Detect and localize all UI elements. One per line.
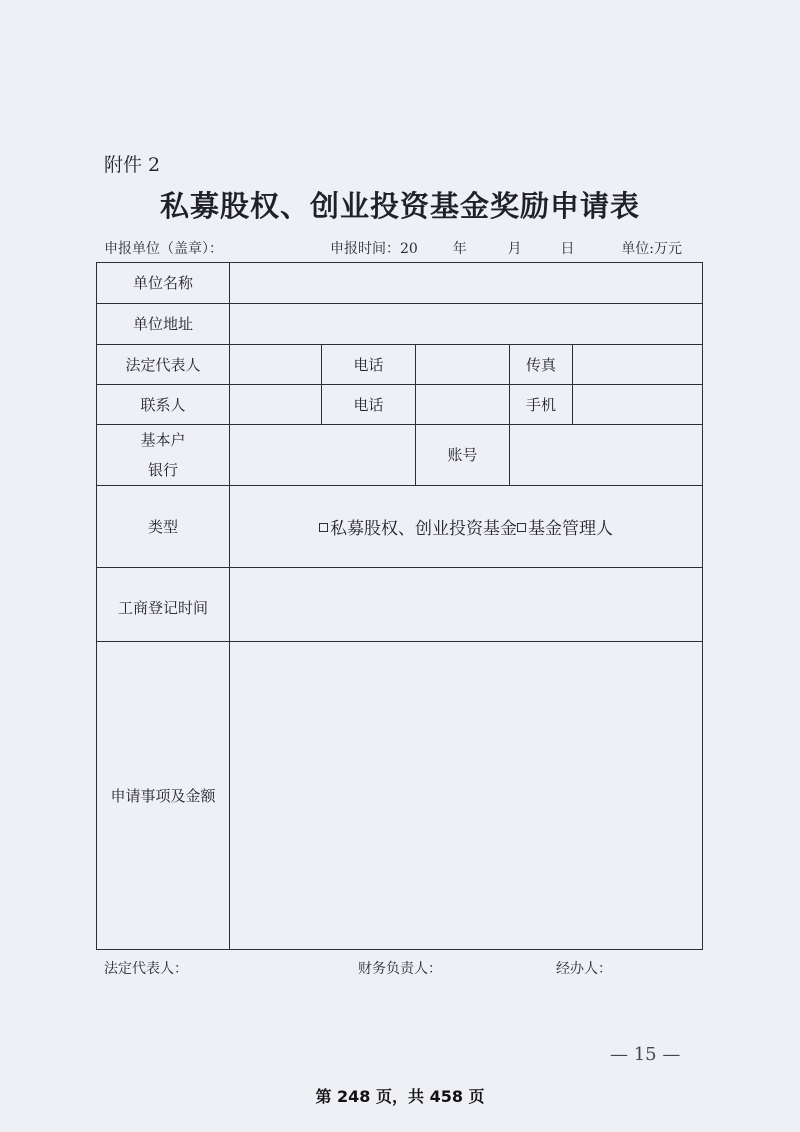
registration-time-field[interactable]: [230, 568, 703, 642]
fund-checkbox[interactable]: [319, 523, 328, 532]
finance-head-signature-label: 财务负责人：: [358, 961, 442, 977]
legal-rep-label: 法定代表人: [97, 345, 230, 385]
page-title: 私募股权、创业投资基金奖励申请表: [159, 189, 640, 223]
bank-label-line1: 基本户: [140, 431, 186, 449]
type-label: 类型: [97, 486, 230, 568]
contact-phone-label: 电话: [322, 385, 416, 425]
application-time-label: 申报时间：20: [330, 241, 418, 257]
fund-option-label: 私募股权、创业投资基金: [330, 519, 518, 539]
day-label: 日: [560, 241, 575, 257]
unit-name-label: 单位名称: [97, 263, 230, 304]
application-date: [330, 238, 575, 258]
month-label: 月: [507, 241, 522, 257]
bank-label: [97, 425, 230, 486]
application-label: 申请事项及金额: [97, 642, 230, 950]
application-form-table: [96, 262, 703, 950]
contact-phone-field[interactable]: [416, 385, 510, 425]
unit-address-field[interactable]: [230, 304, 703, 345]
contact-label: 联系人: [97, 385, 230, 425]
registration-time-label: 工商登记时间: [97, 568, 230, 642]
account-label: 账号: [416, 425, 510, 486]
attachment-label: 附件 2: [104, 154, 161, 176]
unit-address-label: 单位地址: [97, 304, 230, 345]
legal-rep-phone-field[interactable]: [416, 345, 510, 385]
handler-signature-label: 经办人：: [556, 961, 612, 977]
bank-field[interactable]: [230, 425, 416, 486]
fax-label: 传真: [510, 345, 573, 385]
application-field[interactable]: [230, 642, 703, 950]
page-number: — 15 —: [610, 1044, 681, 1065]
bank-label-line2: 银行: [147, 461, 178, 479]
year-label: 年: [452, 241, 467, 257]
manager-checkbox[interactable]: [517, 523, 526, 532]
currency-unit-label: 单位:万元: [621, 241, 682, 257]
type-options: [230, 486, 703, 568]
mobile-field[interactable]: [573, 385, 703, 425]
legal-rep-field[interactable]: [230, 345, 322, 385]
unit-name-field[interactable]: [230, 263, 703, 304]
account-field[interactable]: [510, 425, 703, 486]
legal-rep-phone-label: 电话: [322, 345, 416, 385]
applicant-unit-label: 申报单位（盖章）：: [104, 241, 223, 257]
page-footer: 第 248 页，共 458 页: [315, 1087, 485, 1106]
fax-field[interactable]: [573, 345, 703, 385]
contact-field[interactable]: [230, 385, 322, 425]
mobile-label: 手机: [510, 385, 573, 425]
legal-rep-signature-label: 法定代表人：: [104, 961, 188, 977]
manager-option-label: 基金管理人: [528, 519, 614, 539]
